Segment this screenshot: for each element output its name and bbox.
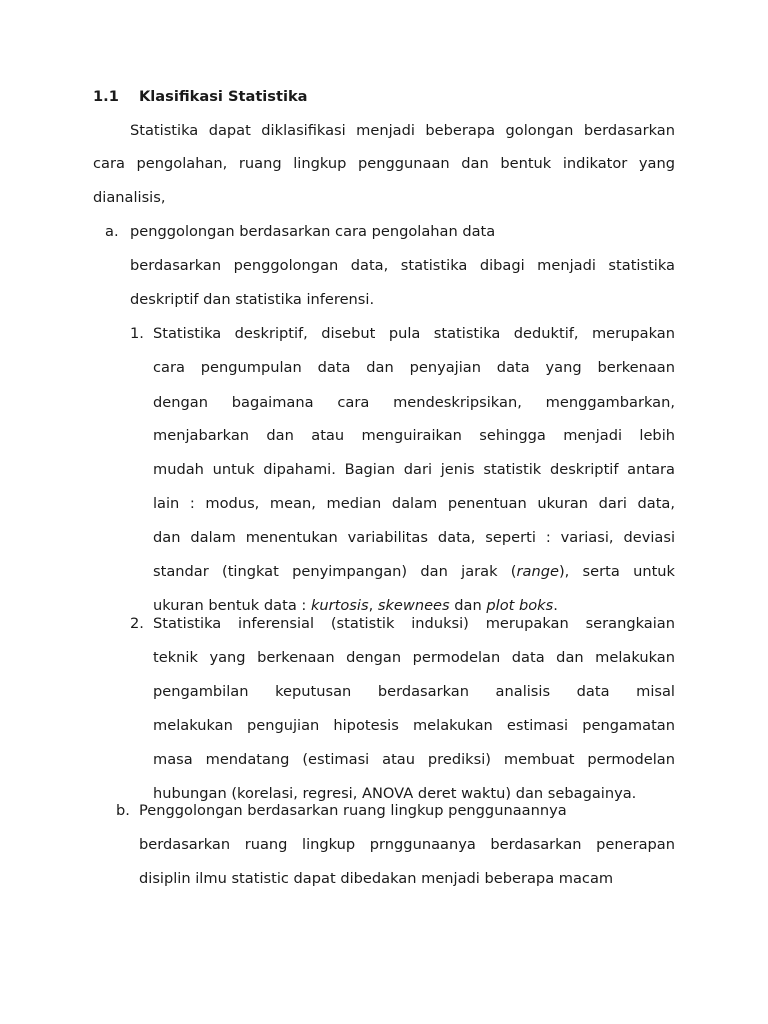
sub-item-1-line-6: lain : modus, mean, median dalam penentuan ukuran dari data, bbox=[153, 495, 675, 512]
item-a-title: penggolongan berdasarkan cara pengolahan data bbox=[130, 223, 496, 240]
intro-line-2: cara pengolahan, ruang lingkup penggunaan dan bentuk indikator yang bbox=[93, 155, 675, 172]
section-number: 1.1 bbox=[93, 88, 119, 105]
item-b-body-line-1: berdasarkan ruang lingkup prnggunaanya berdasarkan penerapan bbox=[139, 836, 675, 853]
sub-item-2-line-2: teknik yang berkenaan dengan permodelan data dan melakukan bbox=[153, 649, 675, 666]
term-range: range bbox=[516, 563, 559, 580]
sub-item-1-line-9-text: ukuran bentuk data : bbox=[153, 597, 311, 614]
sentence-end: . bbox=[553, 597, 558, 614]
sub-item-1-line-8-text: standar (tingkat penyimpangan) dan jarak ( bbox=[153, 563, 517, 580]
sub-item-1-line-5: mudah untuk dipahami. Bagian dari jenis statistik deskriptif antara bbox=[153, 461, 675, 478]
sub-item-1-line-4: menjabarkan dan atau menguiraikan sehingga menjadi lebih bbox=[153, 427, 675, 444]
intro-line-3: dianalisis, bbox=[93, 189, 166, 206]
item-a-body-line-1: berdasarkan penggolongan data, statistika dibagi menjadi statistika bbox=[130, 257, 675, 274]
item-a-marker: a. bbox=[105, 223, 119, 240]
item-a-body-line-2: deskriptif dan statistika inferensi. bbox=[130, 291, 375, 308]
separator-dan: dan bbox=[449, 597, 487, 614]
sub-item-1-line-3: dengan bagaimana cara mendeskripsikan, menggambarkan, bbox=[153, 394, 675, 411]
sub-item-1-line-1: Statistika deskriptif, disebut pula statistika deduktif, merupakan bbox=[153, 325, 675, 342]
sub-item-2-line-6: hubungan (korelasi, regresi, ANOVA deret waktu) dan sebagainya. bbox=[153, 785, 637, 802]
sub-item-2-marker: 2. bbox=[130, 615, 144, 632]
intro-line-1: Statistika dapat diklasifikasi menjadi beberapa golongan berdasarkan bbox=[130, 122, 675, 139]
term-kurtosis: kurtosis bbox=[310, 597, 369, 614]
sub-item-1-line-9 bbox=[153, 596, 558, 616]
sub-item-1-marker: 1. bbox=[130, 325, 144, 342]
sub-item-1-line-7: dan dalam menentukan variabilitas data, seperti : variasi, deviasi bbox=[153, 529, 675, 546]
separator-comma: , bbox=[368, 597, 378, 614]
term-skewnees: skewnees bbox=[377, 597, 450, 614]
sub-item-1-line-8 bbox=[153, 562, 675, 582]
term-plot-boks: plot boks bbox=[486, 597, 554, 614]
item-b-title: Penggolongan berdasarkan ruang lingkup penggunaannya bbox=[139, 802, 567, 819]
sub-item-2-line-3: pengambilan keputusan berdasarkan analisis data misal bbox=[153, 683, 675, 700]
sub-item-2-line-1: Statistika inferensial (statistik induksi) merupakan serangkaian bbox=[153, 615, 675, 632]
item-b-marker: b. bbox=[116, 802, 130, 819]
section-title: Klasifikasi Statistika bbox=[139, 88, 308, 105]
sub-item-1-line-8-tail: ), serta untuk bbox=[558, 563, 675, 580]
item-b-body-line-2: disiplin ilmu statistic dapat dibedakan menjadi beberapa macam bbox=[139, 870, 614, 887]
sub-item-2-line-4: melakukan pengujian hipotesis melakukan estimasi pengamatan bbox=[153, 717, 675, 734]
sub-item-2-line-5: masa mendatang (estimasi atau prediksi) membuat permodelan bbox=[153, 751, 675, 768]
sub-item-1-line-2: cara pengumpulan data dan penyajian data yang berkenaan bbox=[153, 359, 675, 376]
